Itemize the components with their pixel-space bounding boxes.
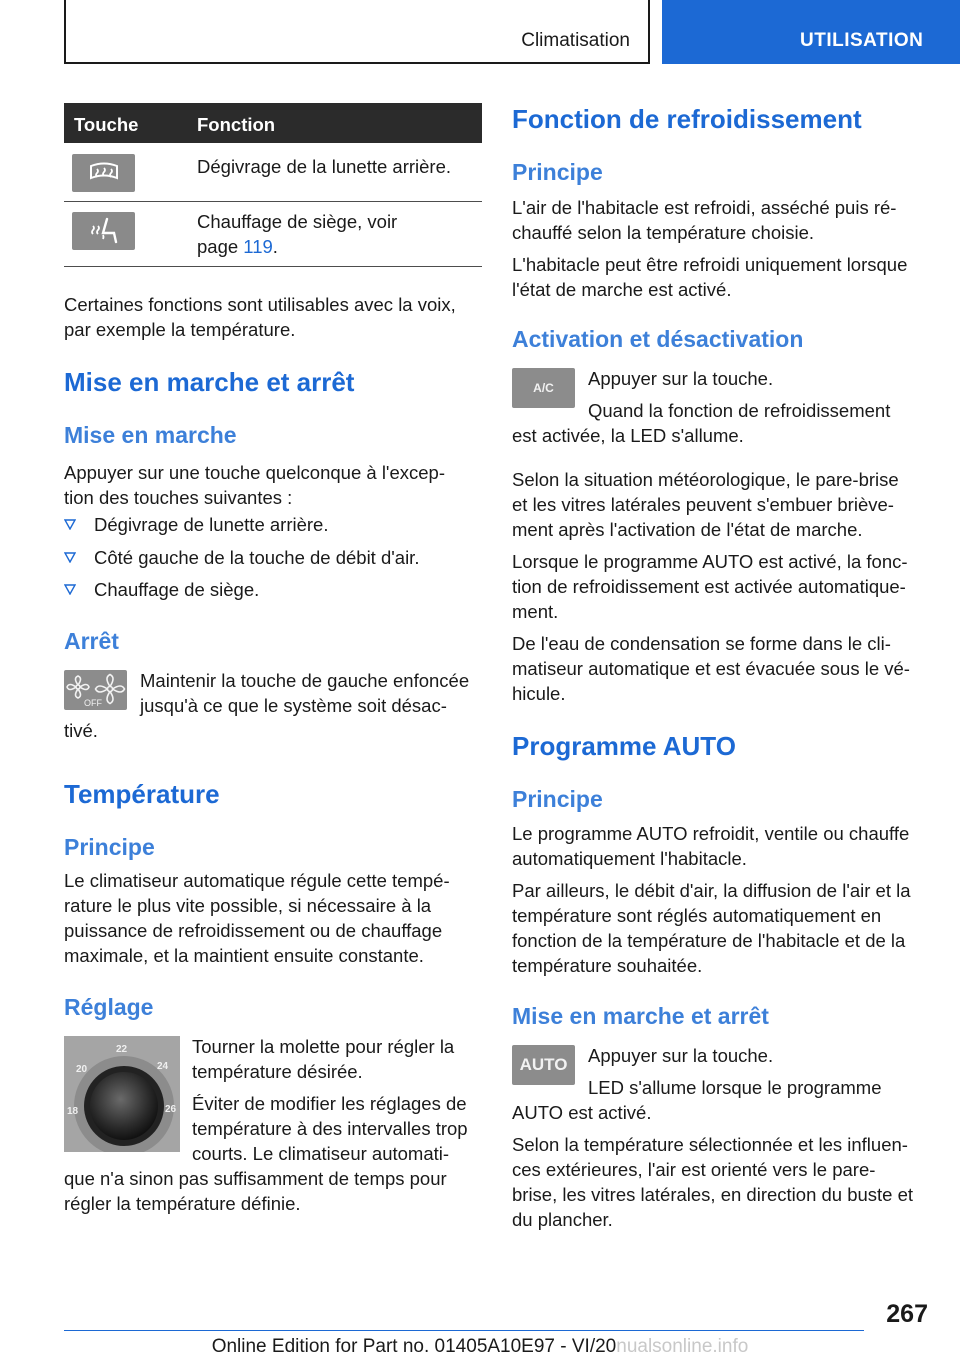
condensation-line3: hicule. — [512, 683, 566, 704]
reglage-line1: Tourner la molette pour régler la — [192, 1036, 455, 1057]
ac-key-icon: A/C — [512, 368, 575, 408]
activation-line3: est activée, la LED s'allume. — [512, 425, 744, 446]
dial-label-26: 26 — [165, 1104, 177, 1115]
footer-watermark: nualsonline.info — [616, 1336, 749, 1357]
condition-line2: et les vitres latérales peuvent s'embuer briève- — [512, 494, 894, 515]
row-seat-heating-text — [197, 209, 397, 259]
activation-line2: Quand la fonction de refroidissement — [588, 400, 891, 421]
heading-fonction-refroidissement: Fonction de refroidissement — [512, 104, 862, 134]
subheading-principe: Principe — [512, 159, 603, 185]
dial-label-18: 18 — [67, 1106, 79, 1117]
orientation-line3: brise, les vitres latérales, en direction du buste et — [512, 1184, 914, 1205]
auto-note-line1: Lorsque le programme AUTO est activé, la fonc- — [512, 551, 908, 572]
auto-mise-line1: Appuyer sur la touche. — [588, 1045, 774, 1066]
mise-line2: tion des touches suivantes : — [64, 487, 293, 508]
triangle-bullet-icon — [64, 551, 76, 563]
auto-debit-line2: température sont réglés automatiquement en — [512, 905, 882, 926]
table-header-function: Fonction — [197, 114, 276, 135]
intro-line2: par exemple la température. — [64, 319, 296, 340]
temp-line3: puissance de refroidissement ou de chauffage — [64, 920, 443, 941]
dial-label-20: 20 — [76, 1064, 88, 1075]
mise-line1: Appuyer sur une touche quelconque à l'excep- — [64, 462, 445, 483]
arret-line3: tivé. — [64, 720, 98, 741]
reglage-line3: Éviter de modifier les réglages de — [192, 1093, 467, 1114]
condition-line1: Selon la situation météorologique, le pare-brise — [512, 469, 899, 490]
page-number: 267 — [886, 1300, 928, 1328]
temp-line2: rature le plus vite possible, si nécessaire à la — [64, 895, 432, 916]
auto-key-icon: AUTO — [512, 1045, 575, 1085]
subheading-principe: Principe — [512, 786, 603, 812]
header-chapter-tab[interactable]: UTILISATION — [662, 0, 960, 64]
condensation-line2: matiseur automatique et est évacuée sous le vé- — [512, 658, 910, 679]
fan-off-key-icon — [64, 670, 127, 710]
table-header-key: Touche — [74, 114, 139, 135]
footer-edition-text: Online Edition for Part no. 01405A10E97 - VI/20 — [211, 1336, 617, 1357]
temperature-dial-image — [64, 1036, 180, 1152]
subheading-mise-en-marche-auto: Mise en marche et arrêt — [512, 1003, 769, 1029]
subheading-mise-en-marche: Mise en marche — [64, 422, 237, 448]
reglage-line2: température désirée. — [192, 1061, 363, 1082]
triangle-bullet-icon — [64, 583, 76, 595]
principe-line1: L'air de l'habitacle est refroidi, asséché puis ré- — [512, 197, 897, 218]
subheading-reglage: Réglage — [64, 994, 154, 1020]
auto-debit-line1: Par ailleurs, le débit d'air, la diffusion de l'air et la — [512, 880, 911, 901]
temp-line4: maximale, et la maintient ensuite constante. — [64, 945, 424, 966]
seat-heating-text-line1: Chauffage de siège, voir — [197, 211, 398, 232]
arret-line1: Maintenir la touche de gauche enfoncée — [140, 670, 470, 691]
auto-mise-line3: AUTO est activé. — [512, 1102, 652, 1123]
reglage-line7: régler la température définie. — [64, 1193, 301, 1214]
list-item-text: Dégivrage de lunette arrière. — [94, 514, 329, 535]
arret-line2: jusqu'à ce que le système soit désac- — [140, 695, 447, 716]
table-row — [64, 143, 482, 202]
principe-line3: L'habitacle peut être refroidi uniquement lorsque — [512, 254, 908, 275]
footer-edition — [0, 1336, 960, 1358]
auto-principe-line2: automatiquement l'habitacle. — [512, 848, 747, 869]
seat-heating-page-prefix: page — [197, 236, 244, 257]
orientation-line1: Selon la température sélectionnée et les influen- — [512, 1134, 908, 1155]
list-item-text: Côté gauche de la touche de débit d'air. — [94, 547, 420, 568]
activation-line1: Appuyer sur la touche. — [588, 368, 774, 389]
temp-line1: Le climatiseur automatique régule cette tempé- — [64, 870, 450, 891]
list-item-text: Chauffage de siège. — [94, 579, 260, 600]
row-rear-defrost-text: Dégivrage de la lunette arrière. — [197, 156, 452, 177]
reglage-line5: courts. Le climatiseur automati- — [192, 1143, 450, 1164]
heading-programme-auto: Programme AUTO — [512, 731, 736, 761]
subheading-activation: Activation et désactivation — [512, 326, 804, 352]
subheading-arret: Arrêt — [64, 628, 119, 654]
seat-heating-icon — [72, 212, 135, 250]
orientation-line4: du plancher. — [512, 1209, 613, 1230]
triangle-bullet-icon — [64, 518, 76, 530]
rear-defrost-icon — [72, 154, 135, 192]
footer-divider — [64, 1330, 864, 1331]
reglage-line4: température à des intervalles trop — [192, 1118, 468, 1139]
condensation-line1: De l'eau de condensation se forme dans le cli- — [512, 633, 891, 654]
auto-mise-line2: LED s'allume lorsque le programme — [588, 1077, 882, 1098]
condition-line3: ment après l'activation de l'état de marche. — [512, 519, 863, 540]
heading-mise-en-marche: Mise en marche et arrêt — [64, 367, 355, 397]
principe-line2: chauffé selon la température choisie. — [512, 222, 815, 243]
reglage-line6: que n'a sinon pas suffisamment de temps pour — [64, 1168, 447, 1189]
auto-note-line3: ment. — [512, 601, 559, 622]
auto-debit-line3: fonction de la température de l'habitacle et de la — [512, 930, 906, 951]
intro-line1: Certaines fonctions sont utilisables avec la voix, — [64, 294, 456, 315]
orientation-line2: ces extérieures, l'air est orienté vers le pare- — [512, 1159, 876, 1180]
heading-temperature: Température — [64, 779, 220, 809]
auto-principe-line1: Le programme AUTO refroidit, ventile ou chauffe — [512, 823, 910, 844]
dial-label-24: 24 — [157, 1061, 169, 1072]
seat-heating-text-line2 — [197, 234, 397, 259]
table-header — [64, 103, 482, 143]
header-section-title: Climatisation — [521, 30, 630, 51]
key-function-table — [64, 103, 482, 267]
table-row — [64, 202, 482, 267]
svg-text:OFF: OFF — [84, 698, 102, 708]
auto-debit-line4: température souhaitée. — [512, 955, 703, 976]
auto-note-line2: tion de refroidissement est activée automatique- — [512, 576, 906, 597]
principe-line4: l'état de marche est activé. — [512, 279, 732, 300]
subheading-principe: Principe — [64, 834, 155, 860]
seat-heating-period: . — [272, 236, 278, 257]
page-119-link[interactable]: 119 — [243, 236, 273, 257]
dial-label-22: 22 — [116, 1044, 128, 1055]
